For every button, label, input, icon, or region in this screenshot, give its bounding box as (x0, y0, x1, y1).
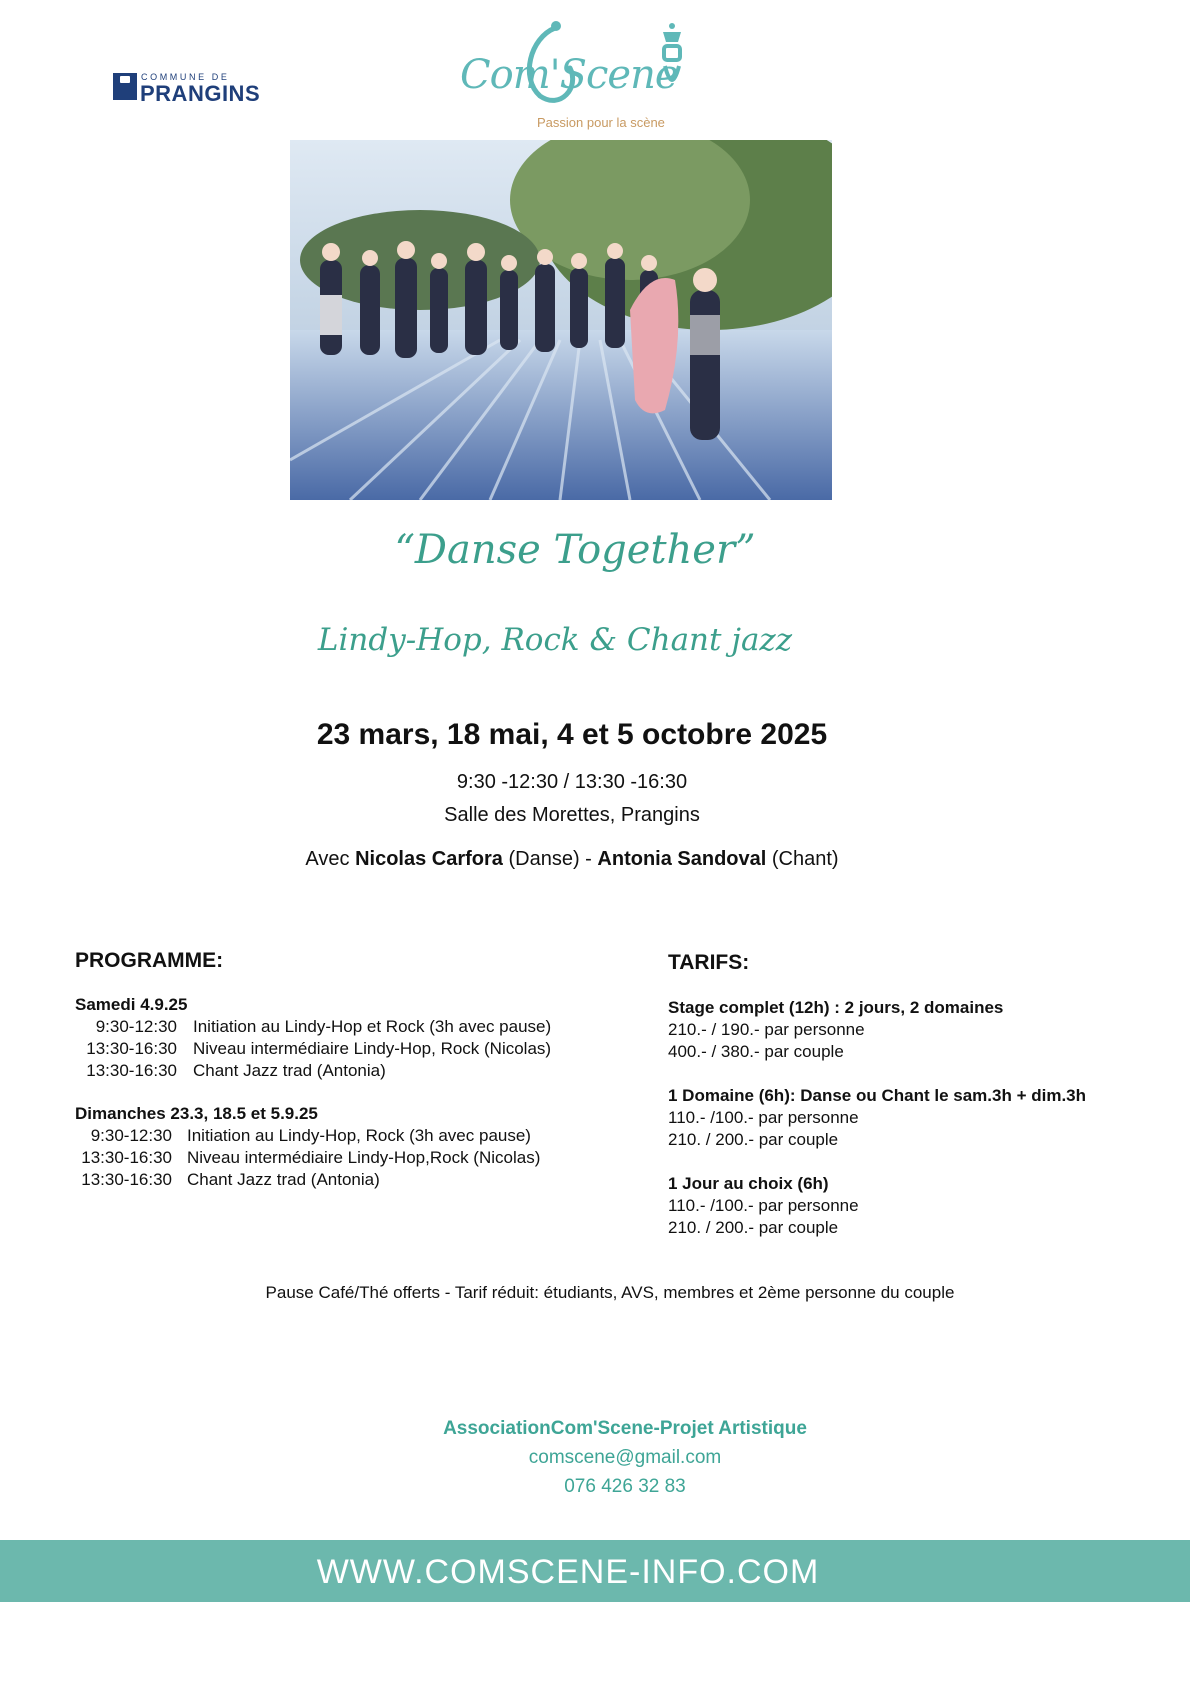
schedule-row (75, 1016, 635, 1038)
tarif-title: 1 Jour au choix (6h) (668, 1174, 829, 1193)
pause-note: Pause Café/Thé offerts - Tarif réduit: étudiants, AVS, membres et 2ème personne du couple (265, 1283, 955, 1302)
tarif-line: 210. / 200.- par couple (668, 1130, 839, 1149)
schedule-desc: Chant Jazz trad (Antonia) (187, 1170, 380, 1189)
event-subtitle: Lindy-Hop, Rock & Chant jazz (317, 622, 793, 658)
schedule-desc: Niveau intermédiaire Lindy-Hop, Rock (Nicolas) (193, 1039, 552, 1058)
schedule-desc: Initiation au Lindy-Hop et Rock (3h avec pause) (193, 1017, 552, 1036)
commune-logo (113, 72, 261, 106)
sunday-title: Dimanches 23.3, 18.5 et 5.9.25 (75, 1104, 318, 1123)
association-name: AssociationCom'Scene-Projet Artistique (443, 1418, 807, 1439)
schedule-time: 13:30-16:30 (81, 1170, 172, 1189)
contact-email[interactable]: comscene@gmail.com (528, 1447, 722, 1468)
schedule-row (75, 1125, 635, 1147)
tarif-line: 400.- / 380.- par couple (668, 1042, 844, 1061)
hero-photo (290, 140, 832, 500)
commune-logo-name: PRANGINS (140, 81, 261, 106)
brand-tagline: Passion pour la scène (537, 115, 665, 130)
schedule-time: 13:30-16:30 (81, 1148, 172, 1167)
schedule-desc: Niveau intermédiaire Lindy-Hop,Rock (Nicolas) (187, 1148, 541, 1167)
tarif-line: 110.- /100.- par personne (668, 1108, 859, 1127)
event-hours: 9:30 -12:30 / 13:30 -16:30 (456, 771, 688, 793)
programme-heading: PROGRAMME: (75, 949, 224, 972)
teacher-2-role: (Chant) (766, 848, 839, 870)
contact-phone[interactable]: 076 426 32 83 (564, 1476, 686, 1497)
teacher-2-name: Antonia Sandoval (597, 848, 767, 870)
saturday-title: Samedi 4.9.25 (75, 995, 188, 1014)
tarif-item-domaine (668, 1085, 1086, 1151)
teacher-1-role: (Danse) - (502, 848, 598, 870)
event-teachers (0, 848, 1167, 871)
brand-logo (460, 18, 690, 138)
footer-website-link[interactable]: WWW.COMSCENE-INFO.COM (316, 1553, 820, 1591)
saturday-schedule (75, 994, 635, 1082)
tarifs-heading: TARIFS: (668, 951, 750, 974)
schedule-row (75, 1169, 635, 1191)
commune-logo-small-text: COMMUNE DE (141, 72, 230, 82)
commune-crest-icon (113, 73, 137, 100)
brand-logo-text: Com'Scene (460, 52, 678, 98)
schedule-time: 9:30-12:30 (90, 1126, 172, 1145)
teacher-1-name: Nicolas Carfora (355, 848, 503, 870)
schedule-desc: Initiation au Lindy-Hop, Rock (3h avec pause) (187, 1126, 531, 1145)
tarif-item-jour (668, 1173, 859, 1239)
sunday-schedule (75, 1103, 635, 1191)
tarif-line: 110.- /100.- par personne (668, 1196, 859, 1215)
schedule-desc: Chant Jazz trad (Antonia) (193, 1061, 386, 1080)
event-venue: Salle des Morettes, Prangins (444, 804, 700, 826)
teachers-prefix: Avec (305, 848, 356, 870)
tarif-title: 1 Domaine (6h): Danse ou Chant le sam.3h + dim.3h (668, 1086, 1087, 1105)
footer-band (0, 1540, 1190, 1602)
schedule-row (75, 1147, 635, 1169)
schedule-time: 9:30-12:30 (95, 1017, 177, 1036)
schedule-time: 13:30-16:30 (86, 1039, 177, 1058)
schedule-row (75, 1038, 635, 1060)
tarif-title: Stage complet (12h) : 2 jours, 2 domaines (668, 998, 1004, 1017)
schedule-row (75, 1060, 635, 1082)
tarif-line: 210.- / 190.- par personne (668, 1020, 865, 1039)
event-title: “Danse Together” (394, 527, 756, 573)
event-dates: 23 mars, 18 mai, 4 et 5 octobre 2025 (316, 718, 828, 751)
schedule-time: 13:30-16:30 (86, 1061, 177, 1080)
tarif-line: 210. / 200.- par couple (668, 1218, 839, 1237)
tarif-item-stage-complet (668, 997, 1003, 1063)
